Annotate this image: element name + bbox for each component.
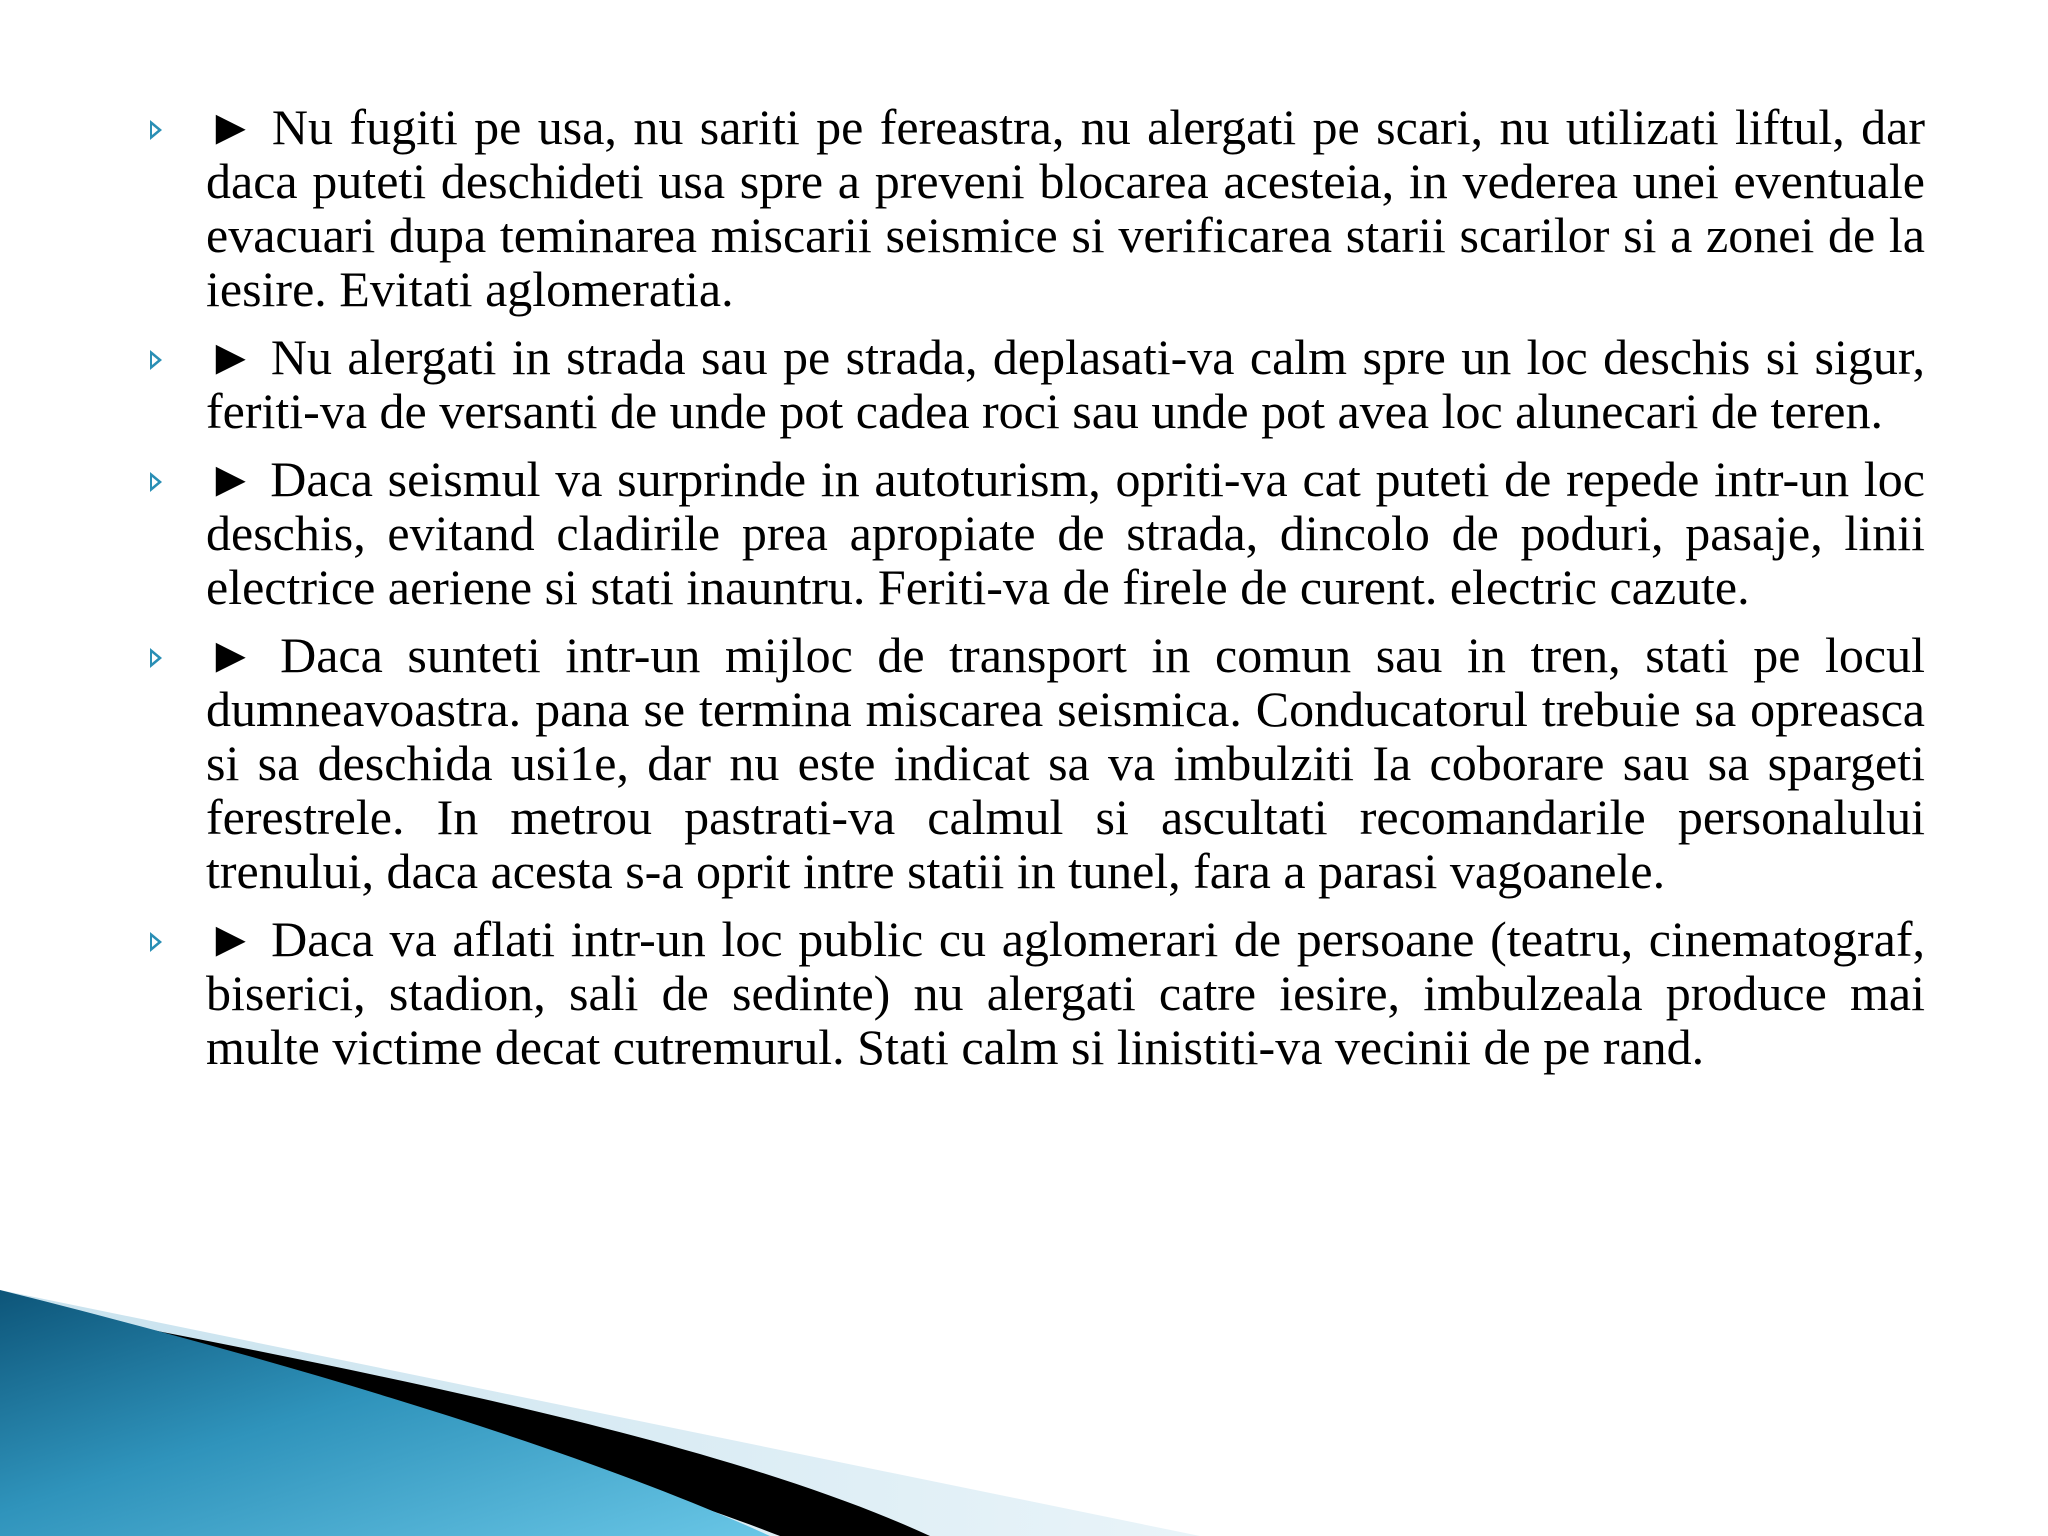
bullet-text-5: ► Daca va aflati intr-un loc public cu aglomerari de persoane (teatru, cinematograf, biserici, stadion, sali de sedinte) nu alergati catre iesire, imbulzeala produce mai multe victime decat cutremurul. Stati calm si linistiti-va vecinii de pe rand. (206, 911, 1925, 1075)
wave-blue-band (0, 1290, 770, 1536)
bullet-item-5 (150, 912, 1925, 1074)
wave-black-band (0, 1300, 930, 1536)
arrow-bullet-icon (150, 472, 162, 492)
arrow-bullet-icon (150, 648, 162, 668)
bullet-text-1: ► Nu fugiti pe usa, nu sariti pe fereastra, nu alergati pe scari, nu utilizati liftul, dar daca puteti deschideti usa spre a preveni blocarea acesteia, in vederea unei eventuale evacuari dupa teminarea miscarii seismice si verificarea starii scarilor si a zonei de la iesire. Evitati aglomeratia. (206, 99, 1925, 317)
arrow-bullet-icon (150, 932, 162, 952)
arrow-bullet-icon (150, 350, 162, 370)
bullet-text-2: ► Nu alergati in strada sau pe strada, deplasati-va calm spre un loc deschis si sigur, feriti-va de versanti de unde pot cadea roci sau unde pot avea loc alunecari de teren. (206, 329, 1925, 439)
bullet-list (150, 100, 1925, 1088)
bullet-item-4 (150, 628, 1925, 898)
wave-pale-band (0, 1290, 1200, 1536)
arrow-bullet-icon (150, 120, 162, 140)
bullet-item-1 (150, 100, 1925, 316)
bullet-text-4: ► Daca sunteti intr-un mijloc de transport in comun sau in tren, stati pe locul dumneavoastra. pana se termina miscarea seismica. Conducatorul trebuie sa opreasca si sa deschida usi1e, dar nu este indicat sa va imbulziti Ia coborare sau sa spargeti ferestrele. In metrou pastrati-va calmul si ascultati recomandarile personalului trenului, daca acesta s-a oprit intre statii in tunel, fara a parasi vagoanele. (206, 627, 1925, 899)
bullet-item-3 (150, 452, 1925, 614)
bullet-text-3: ► Daca seismul va surprinde in autoturism, opriti-va cat puteti de repede intr-un loc deschis, evitand cladirile prea apropiate de strada, dincolo de poduri, pasaje, linii electrice aeriene si stati inauntru. Feriti-va de firele de curent. electric cazute. (206, 451, 1925, 615)
bullet-item-2 (150, 330, 1925, 438)
